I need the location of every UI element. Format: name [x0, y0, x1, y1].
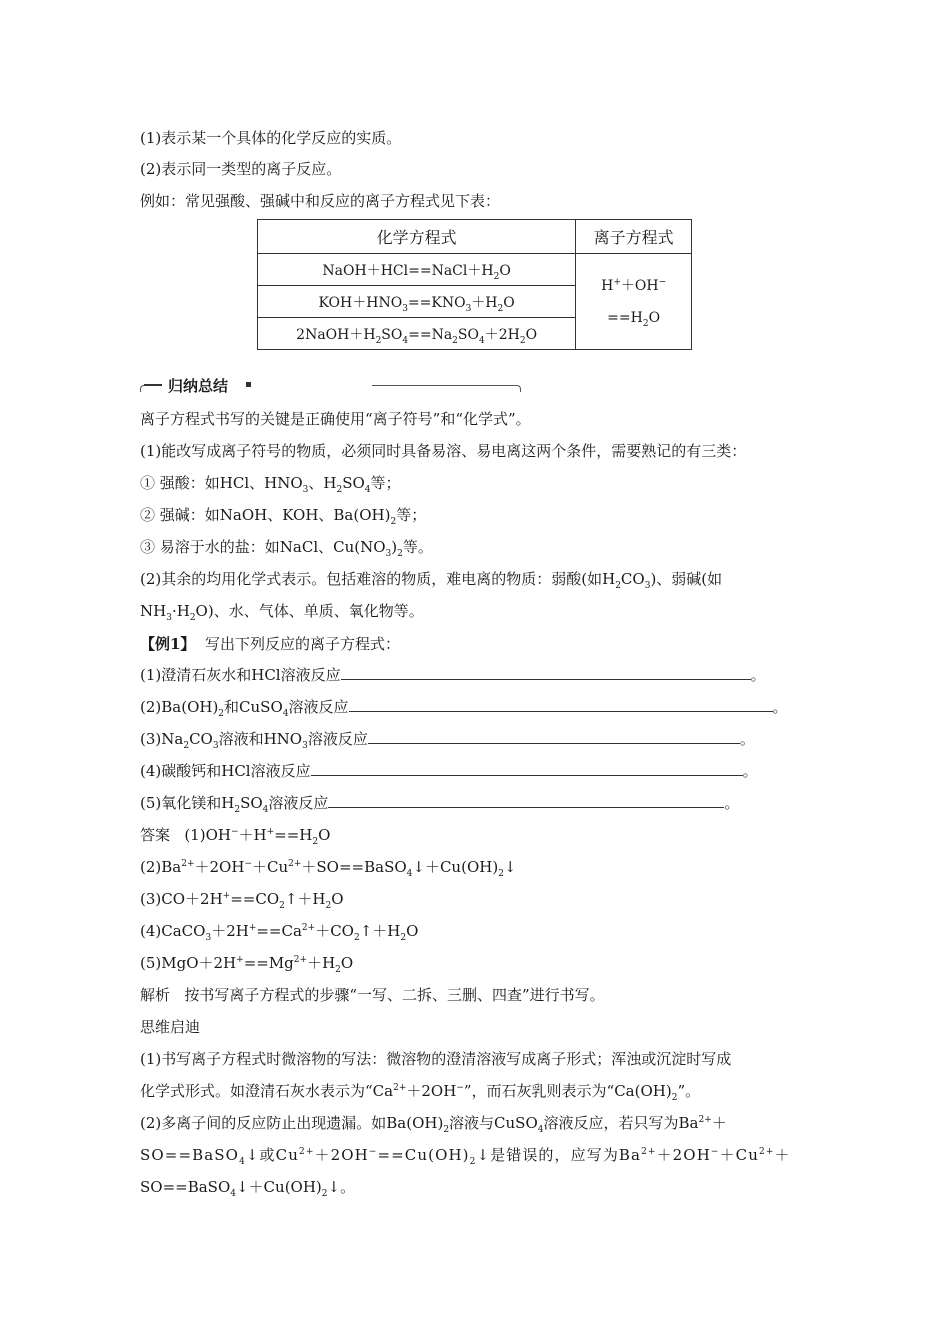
answer-blank[interactable]: [368, 729, 740, 744]
summary-point-2: (2)其余的均用化学式表示。包括难溶的物质，难电离的物质：弱酸(如$H_2CO_3$)、弱碱(如: [140, 570, 723, 591]
answer-blank[interactable]: [328, 793, 724, 808]
summary-strong-acid: ① 强酸：如HCl、$HNO_3$、$H_2SO_4$等；: [140, 474, 401, 495]
thinking-2-end: $SO==BaSO_4↓+Cu(OH)_2↓$。: [140, 1178, 356, 1199]
answer-blank[interactable]: [311, 761, 743, 776]
ionic-equation-cell: H+＋OH− $==H_2O$: [576, 254, 692, 350]
answer-3: $(3)CO+2H^+==CO_2↑+H_2O$: [140, 890, 344, 911]
table-row: $KOH+HNO_3==KNO_3+H_2O$: [258, 286, 576, 318]
example-question-1: (1)澄清石灰水和HCl溶液反应 。: [140, 666, 766, 684]
example-question-4: (4)碳酸钙和HCl溶液反应 。: [140, 762, 758, 780]
summary-title: 归纳总结: [164, 375, 232, 396]
summary-intro: 离子方程式书写的关键是正确使用“离子符号”和“化学式”。: [140, 410, 531, 428]
example-question-2: $(2)Ba(OH)_2$和CuSO$_4$溶液反应 。: [140, 698, 788, 719]
summary-soluble-salt: ③ 易溶于水的盐：如NaCl、$Cu(NO_3)_2$等。: [140, 538, 433, 559]
summary-strong-base: ② 强碱：如NaOH、KOH、$Ba(OH)_2$等；: [140, 506, 427, 527]
heading-rule: [144, 384, 162, 386]
equation-table: [257, 219, 692, 350]
thinking-1: (1)书写离子方程式时微溶物的写法：微溶物的澄清溶液写成离子形式；浑浊或沉淀时写成: [140, 1050, 732, 1068]
answer-1: 答案 $(1)OH^-+H^+==H_2O$: [140, 826, 331, 847]
summary-heading: [140, 373, 520, 397]
answer-4: $(4)CaCO_3+2H^+==Ca^{2+}+CO_2↑+H_2O$: [140, 922, 419, 943]
thinking-1-cont: 化学式形式。如澄清石灰水表示为“$Ca^{2+}+2OH^-$”，而石灰乳则表示为“$Ca(OH)_2$”。: [140, 1082, 701, 1103]
intro-example: 例如：常见强酸、强碱中和反应的离子方程式见下表：: [140, 192, 501, 210]
answer-blank[interactable]: [341, 665, 751, 680]
table-row: $2NaOH+H_2SO_4==Na_2SO_4+2H_2O$: [258, 318, 576, 350]
thinking-2: (2)多离子间的反应防止出现遗漏。如$Ba(OH)_2$溶液与CuSO$_4$溶液反应，若只写为$Ba^{2+}+$: [140, 1114, 727, 1135]
example-heading: 【例1】 写出下列反应的离子方程式：: [140, 635, 400, 653]
thinking-title: 思维启迪: [140, 1018, 201, 1036]
table-header-chemical: 化学方程式: [258, 220, 576, 254]
answer-2: $(2)Ba^{2+}+2OH^-+Cu^{2+}+SO==BaSO_4↓+Cu(OH)_2↓$: [140, 858, 517, 879]
intro-point-2: (2)表示同一类型的离子反应。: [140, 160, 342, 178]
example-question-5: (5)氧化镁和$H_2SO_4$溶液反应 。: [140, 794, 740, 815]
table-row: $NaOH+HCl==NaCl+H_2O$: [258, 254, 576, 286]
analysis: 解析 按书写离子方程式的步骤“一写、二拆、三删、四查”进行书写。: [140, 986, 605, 1004]
example-question-3: $(3)Na_2CO_3$溶液和$HNO_3$溶液反应 。: [140, 730, 755, 751]
table-header-ionic: 离子方程式: [576, 220, 692, 254]
answer-5: $(5)MgO+2H^+==Mg^{2+}+H_2O$: [140, 954, 354, 975]
summary-point-1: (1)能改写成离子符号的物质，必须同时具备易溶、易电离这两个条件，需要熟记的有三类：: [140, 442, 747, 460]
summary-point-2-cont: $NH_3\cdot H_2O$)、水、气体、单质、氧化物等。: [140, 602, 424, 623]
intro-point-1: (1)表示某一个具体的化学反应的实质。: [140, 129, 402, 147]
heading-square-icon: [246, 382, 251, 387]
answer-blank[interactable]: [349, 697, 773, 712]
thinking-2-cont: SO==BaSO$_4$↓或$Cu^{2+}+2OH^-==Cu(OH)_2↓$是错误的，应写为$Ba^{2+}+2OH^-+Cu^{2+}+$: [140, 1146, 791, 1167]
